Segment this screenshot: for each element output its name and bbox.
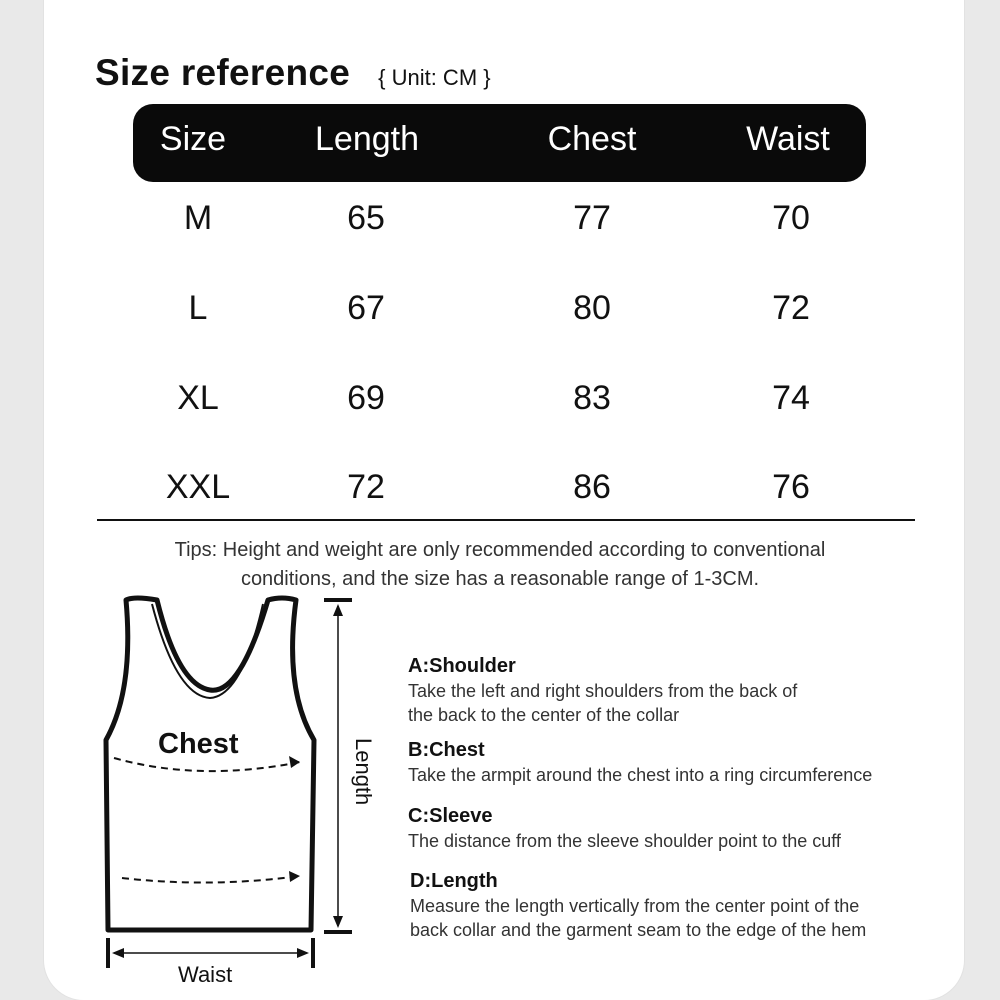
table-cell-length: 67 (347, 289, 385, 327)
waist-arrow-left (112, 948, 124, 958)
table-cell-chest: 86 (573, 468, 611, 506)
table-cell-length: 72 (347, 468, 385, 506)
page-title: Size reference (95, 52, 351, 93)
tips-text (90, 536, 910, 594)
tank-top-diagram (100, 590, 400, 990)
length-arrow-top (333, 604, 343, 616)
length-arrow-bottom (333, 916, 343, 928)
table-cell-chest: 83 (573, 379, 611, 417)
length-diagram-label: Length (351, 738, 376, 806)
measurement-sleeve (408, 805, 948, 852)
table-cell-size: XXL (165, 468, 231, 506)
measurement-desc: Take the left and right shoulders from the back of (408, 681, 798, 701)
measurement-title: D:Length (410, 870, 498, 892)
measurement-title: A:Shoulder (408, 655, 516, 677)
table-cell-chest: 80 (573, 289, 611, 327)
measurement-title: C:Sleeve (408, 805, 493, 827)
waist-diagram-label: Waist (178, 962, 233, 987)
table-cell-chest: 77 (573, 199, 611, 237)
table-cell-size: M (183, 199, 213, 237)
table-divider (97, 519, 915, 521)
column-header-length: Length (315, 120, 419, 158)
measurement-desc: The distance from the sleeve shoulder point to the cuff (408, 831, 841, 851)
title-row (95, 52, 491, 94)
table-cell-size: L (188, 289, 208, 327)
tips-line: conditions, and the size has a reasonable range of 1-3CM. (240, 568, 760, 590)
chest-diagram-label: Chest (158, 728, 239, 760)
column-header-waist: Waist (746, 120, 830, 158)
measurement-desc: Take the armpit around the chest into a ring circumference (408, 765, 873, 785)
table-cell-size: XL (177, 379, 219, 417)
table-cell-waist: 72 (772, 289, 810, 327)
measurement-chest (408, 739, 948, 786)
table-cell-length: 65 (347, 199, 385, 237)
table-cell-length: 69 (347, 379, 385, 417)
unit-label: { Unit: CM } (378, 65, 491, 90)
column-header-size: Size (159, 120, 227, 158)
measurement-desc: the back to the center of the collar (408, 705, 680, 725)
measurement-desc: Measure the length vertically from the center point of the (410, 896, 860, 916)
column-header-chest: Chest (547, 120, 637, 158)
measurement-length (410, 870, 950, 941)
measurement-shoulder (408, 655, 948, 726)
table-cell-waist: 76 (772, 468, 810, 506)
table-cell-waist: 70 (772, 199, 810, 237)
waist-arrow-right (297, 948, 309, 958)
measurement-desc: back collar and the garment seam to the edge of the hem (410, 920, 867, 940)
measurement-title: B:Chest (408, 739, 485, 761)
tips-line: Tips: Height and weight are only recommended according to conventional (174, 539, 826, 561)
table-cell-waist: 74 (772, 379, 810, 417)
